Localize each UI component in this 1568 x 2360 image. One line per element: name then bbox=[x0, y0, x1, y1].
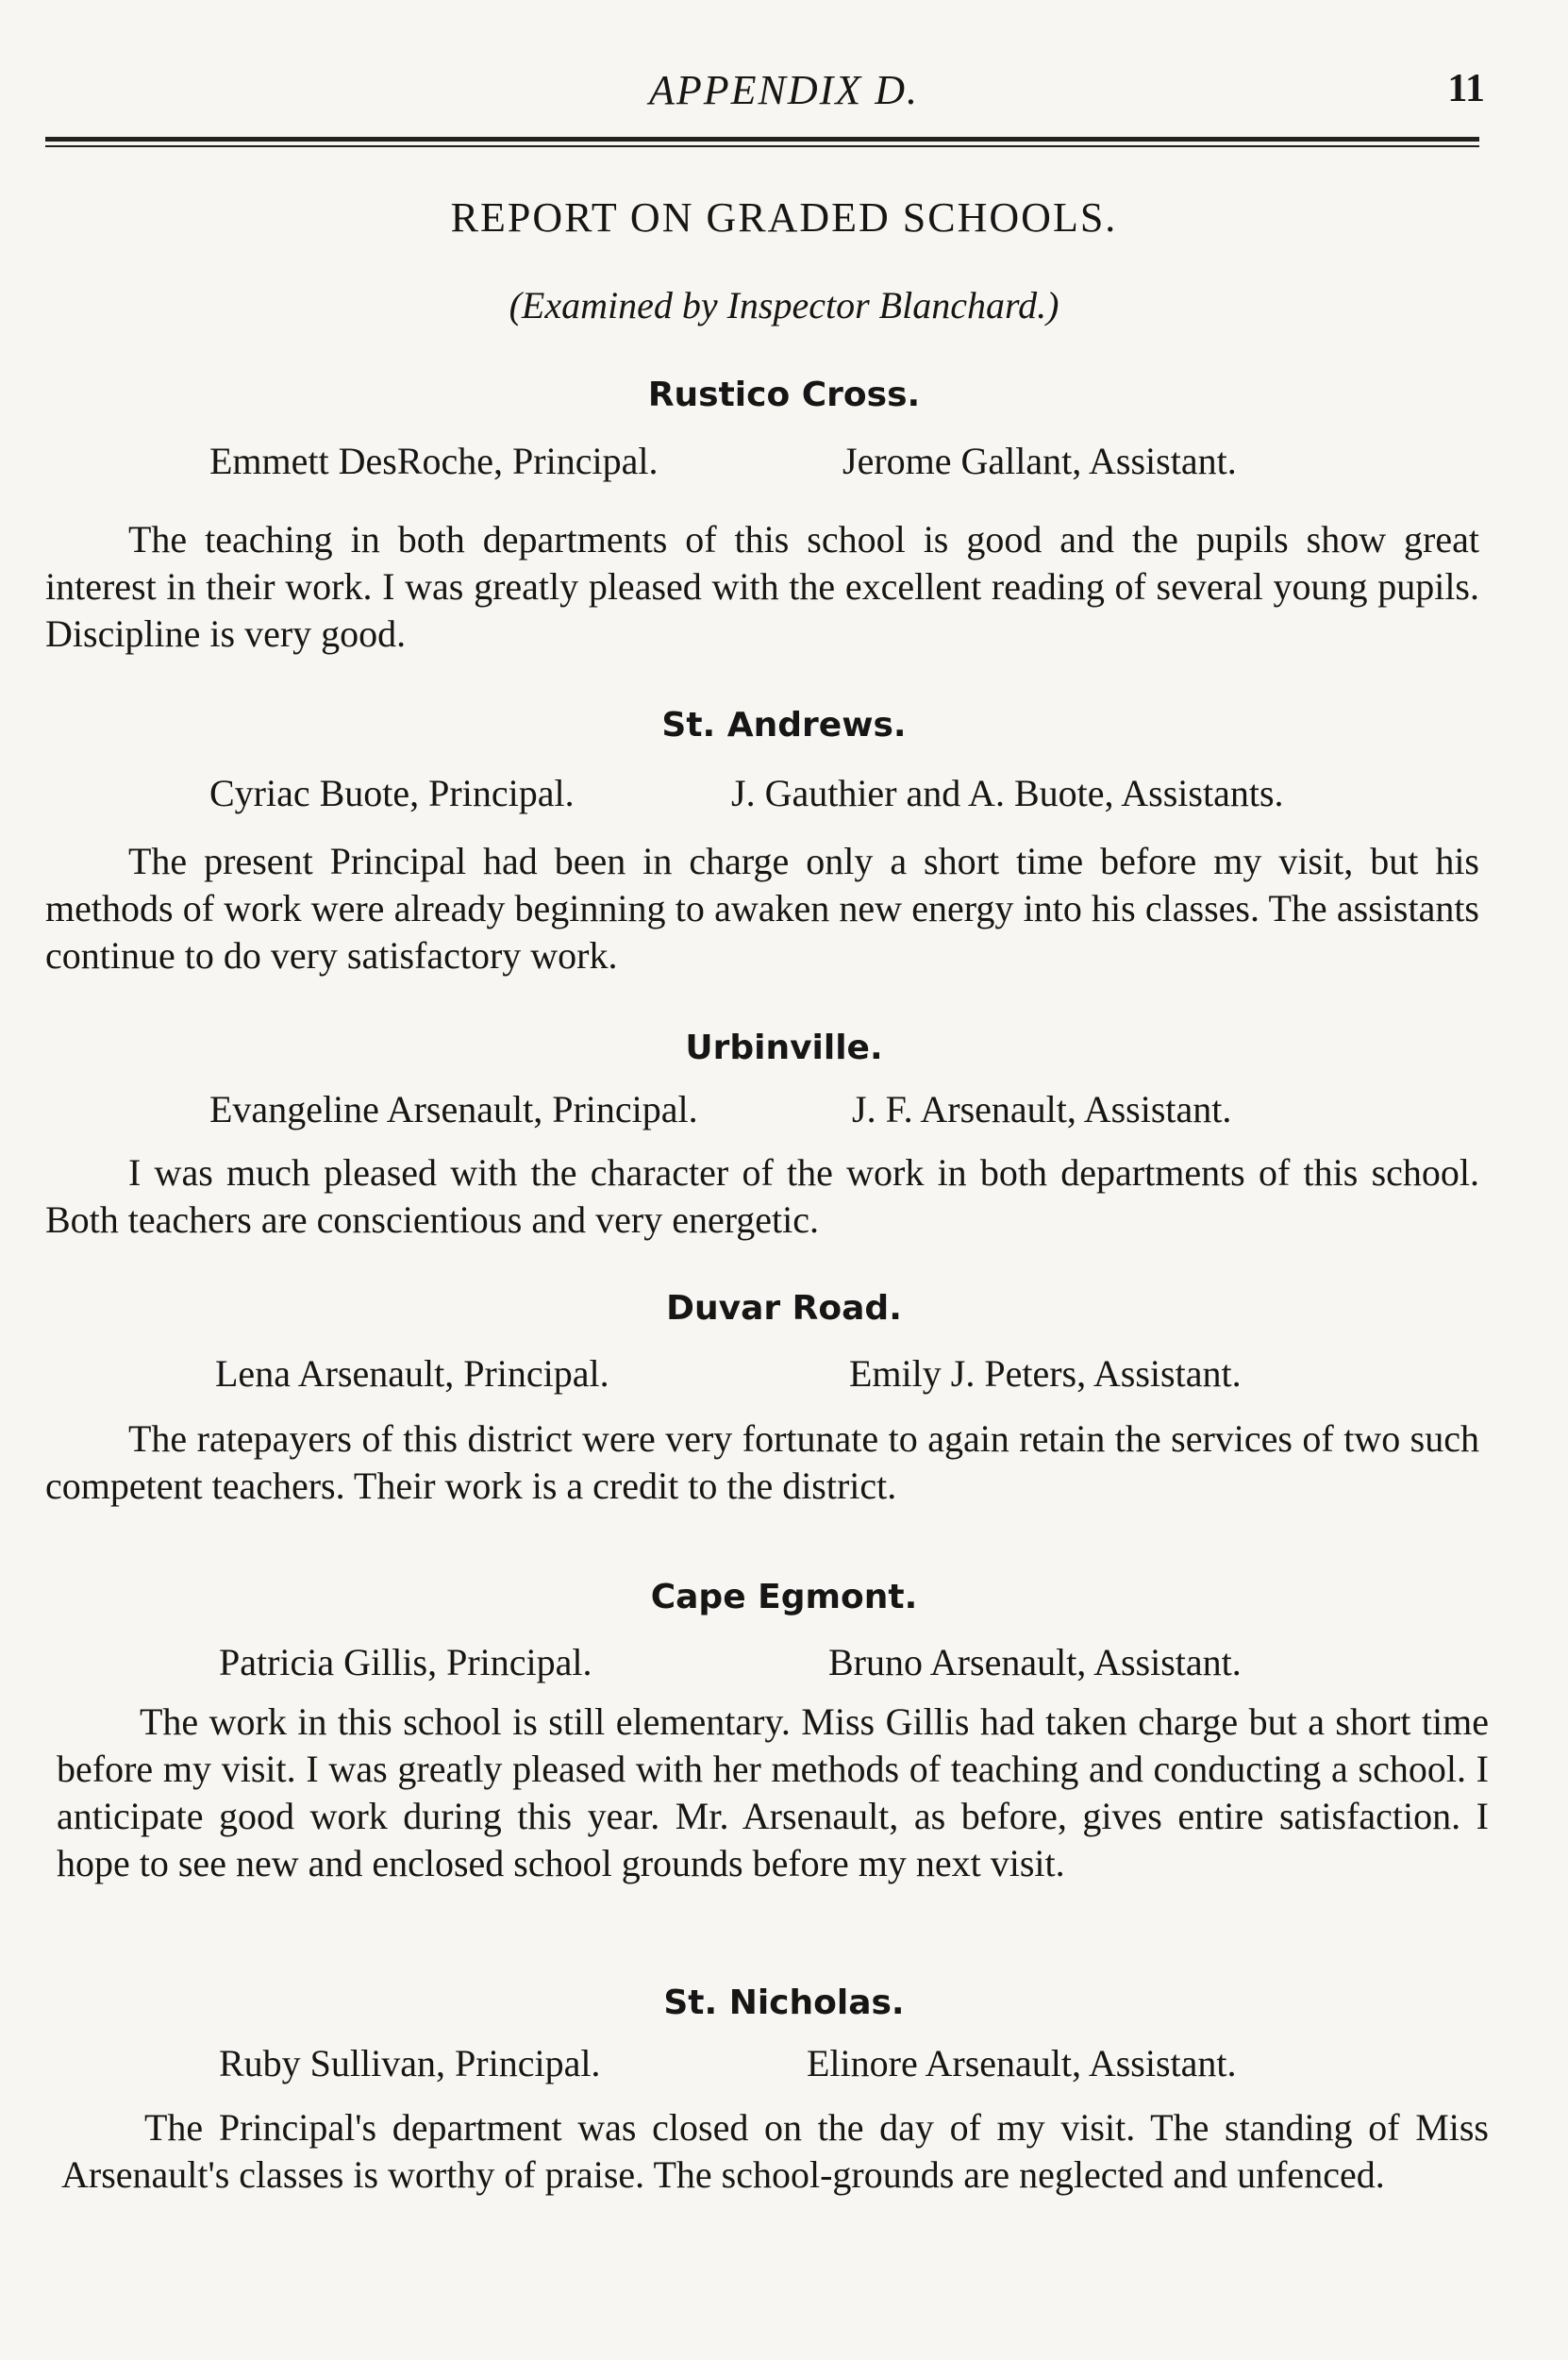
school-report: I was much pleased with the character of the work in both departments of this school. Both teachers are conscientious and very energetic. bbox=[45, 1151, 1479, 1241]
assistant: J. Gauthier and A. Buote, Assistants. bbox=[731, 772, 1284, 814]
school-name-duvar-road: Duvar Road. bbox=[666, 1289, 902, 1328]
school-report: The work in this school is still elementary. Miss Gillis had taken charge but a short time before my visit. I was greatly pleased with her methods of teaching and conducting a school. I anticipate good work during this year. Mr. Arsenault, as before, gives entire satisfaction. I hope to see new and enclosed school grounds before my next visit. bbox=[57, 1700, 1489, 1884]
school-name-st-andrews: St. Andrews. bbox=[661, 706, 907, 745]
school-report: The Principal's department was closed on the day of my visit. The standing of Miss Arsenault's classes is worthy of praise. The school-grounds are neglected and unfenced. bbox=[61, 2106, 1489, 2196]
running-head bbox=[0, 66, 1568, 123]
school-name-rustico-cross: Rustico Cross. bbox=[647, 376, 921, 414]
assistant: Emily J. Peters, Assistant. bbox=[849, 1352, 1242, 1395]
assistant: Elinore Arsenault, Assistant. bbox=[807, 2042, 1237, 2084]
assistant: Bruno Arsenault, Assistant. bbox=[828, 1641, 1242, 1683]
school-name-cape-egmont: Cape Egmont. bbox=[650, 1578, 918, 1616]
school-report: The ratepayers of this district were very fortunate to again retain the services of two such competent teachers. Their work is a credit to the district. bbox=[45, 1417, 1479, 1507]
principal: Emmett DesRoche, Principal. bbox=[209, 440, 659, 482]
running-title: APPENDIX D. bbox=[649, 67, 919, 113]
school-name-st-nicholas: St. Nicholas. bbox=[663, 1983, 905, 2022]
header-rule-thin bbox=[45, 145, 1479, 147]
examined-by: (Examined by Inspector Blanchard.) bbox=[509, 284, 1059, 326]
page-number: 11 bbox=[1447, 67, 1485, 110]
principal: Ruby Sullivan, Principal. bbox=[219, 2042, 601, 2084]
school-name-urbinville: Urbinville. bbox=[685, 1029, 883, 1067]
assistant: Jerome Gallant, Assistant. bbox=[842, 440, 1237, 482]
assistant: J. F. Arsenault, Assistant. bbox=[852, 1088, 1232, 1130]
header-rule bbox=[45, 137, 1479, 142]
principal: Evangeline Arsenault, Principal. bbox=[209, 1088, 698, 1130]
principal: Lena Arsenault, Principal. bbox=[215, 1352, 609, 1395]
principal: Cyriac Buote, Principal. bbox=[209, 772, 575, 814]
principal: Patricia Gillis, Principal. bbox=[219, 1641, 592, 1683]
school-report: The present Principal had been in charge only a short time before my visit, but his methods of work were already beginning to awaken new energy into his classes. The assistants continue to do very satisfactory work. bbox=[45, 840, 1479, 977]
report-title: REPORT ON GRADED SCHOOLS. bbox=[450, 194, 1118, 241]
school-report: The teaching in both departments of this school is good and the pupils show great interest in their work. I was greatly pleased with the excellent reading of several young pupils. Discipline is very good. bbox=[45, 518, 1479, 655]
